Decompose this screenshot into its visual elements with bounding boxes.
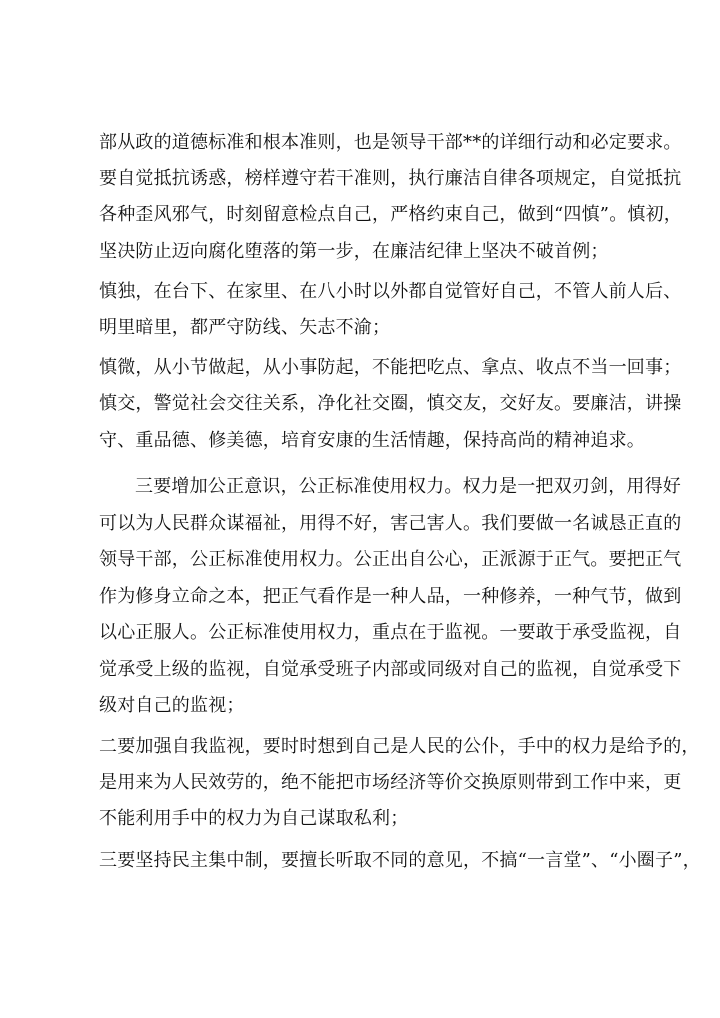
text-line: 坚决防止迈向腐化堕落的第一步，在廉洁纪律上坚决不破首例； (99, 241, 609, 262)
paragraph-first-line: 三要增加公正意识，公正标准使用权力。权力是一把双刃剑，用得好 (135, 476, 681, 497)
text-line: 领导干部，公正标准使用权力。公正出自公心，正派源于正气。要把正气 (99, 549, 682, 570)
text-line: 是用来为人民效劳的，绝不能把市场经济等价交换原则带到工作中来，更 (99, 772, 682, 793)
text-line: 觉承受上级的监视，自觉承受班子内部或同级对自己的监视，自觉承受下 (99, 659, 682, 680)
text-line: 作为修身立命之本，把正气看作是一种人品，一种修养，一种气节，做到 (99, 586, 682, 607)
text-line: 守、重品德、修美德，培育安康的生活情趣，保持高尚的精神追求。 (99, 430, 645, 451)
text-line: 不能利用手中的权力为自己谋取私利； (99, 808, 409, 829)
text-line: 二要加强自我监视，要时时想到自己是人民的公仆，手中的权力是给予的， (99, 736, 700, 757)
text-line: 明里暗里，都严守防线、矢志不渝； (99, 317, 391, 338)
text-line: 慎独，在台下、在家里、在八小时以外都自觉管好自己，不管人前人后、 (99, 281, 682, 302)
text-line: 各种歪风邪气，时刻留意检点自己，严格约束自己，做到“四慎”。慎初， (99, 204, 683, 225)
text-line: 三要坚持民主集中制，要擅长听取不同的意见，不搞“一言堂”、“小圈子”， (99, 850, 701, 871)
text-line: 慎微，从小节做起，从小事防起，不能把吃点、拿点、收点不当一回事； (99, 357, 682, 378)
text-line: 部从政的道德标准和根本准则，也是领导干部**的详细行动和必定要求。 (99, 132, 682, 153)
text-line: 可以为人民群众谋福祉，用得不好，害己害人。我们要做一名诚恳正直的 (99, 513, 682, 534)
text-line: 慎交，警觉社会交往关系，净化社交圈，慎交友，交好友。要廉洁，讲操 (99, 393, 682, 414)
text-line: 以心正服人。公正标准使用权力，重点在于监视。一要敢于承受监视，自 (99, 622, 682, 643)
text-line: 要自觉抵抗诱惑，榜样遵守若干准则，执行廉洁自律各项规定，自觉抵抗 (99, 168, 682, 189)
text-line: 级对自己的监视； (99, 695, 245, 716)
